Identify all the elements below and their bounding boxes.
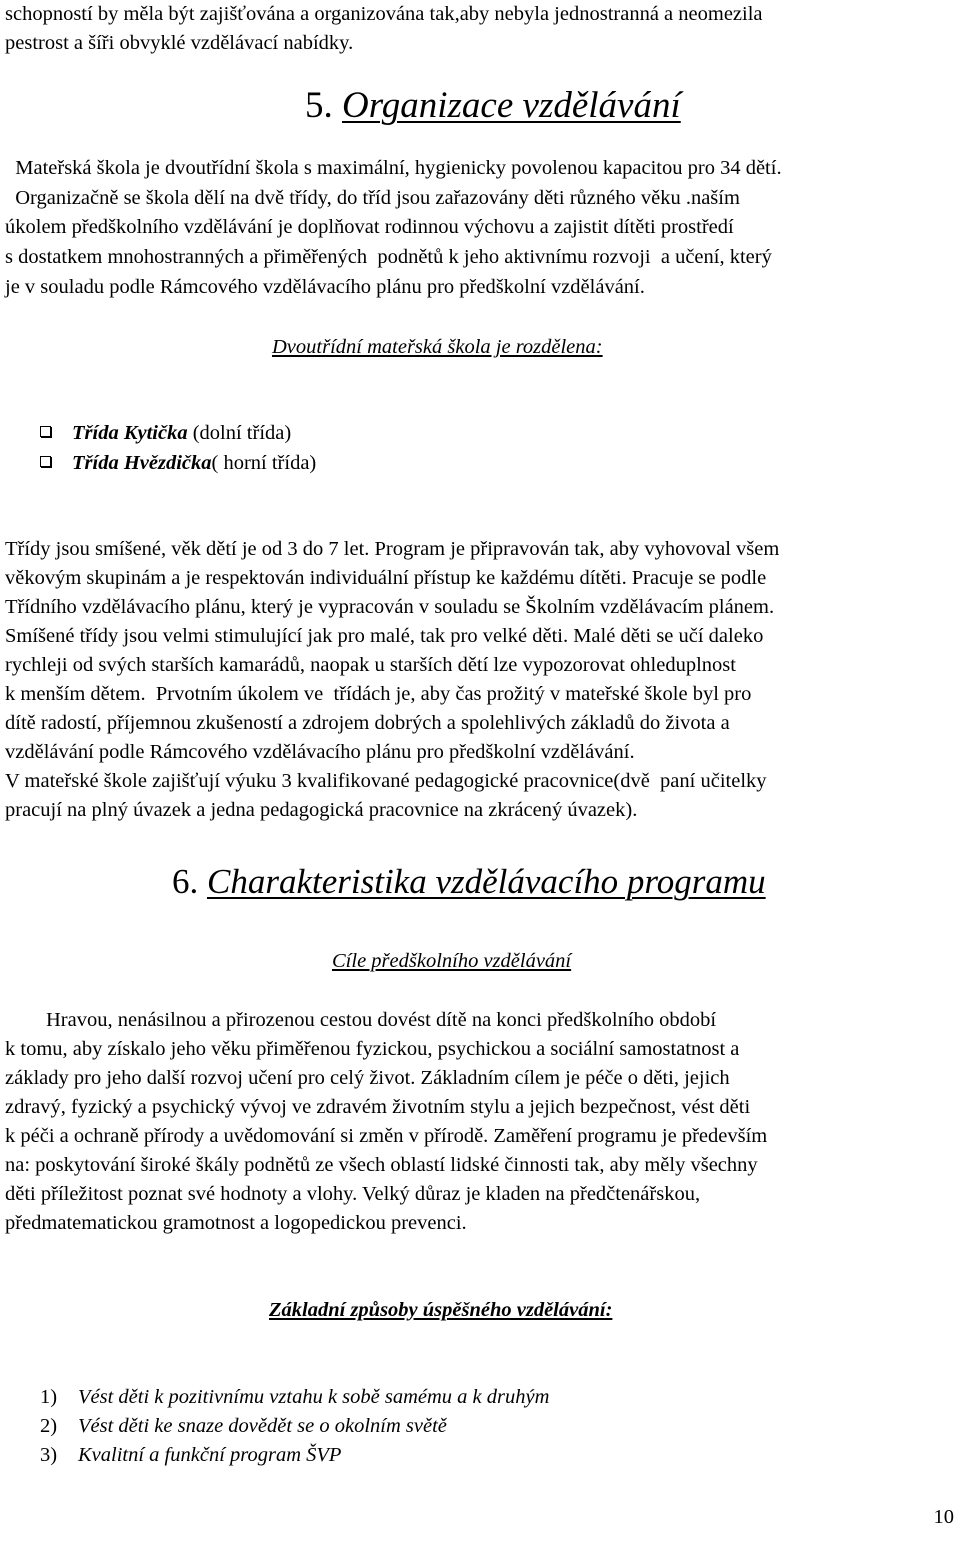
- s6-line-5: k péči a ochraně přírody a uvědomování si změn v přírodě. Zaměření programu je především: [5, 1125, 768, 1147]
- list-number: 1): [40, 1386, 58, 1408]
- s5-body-3: Třídního vzdělávacího plánu, který je vypracován v souladu se Školním vzdělávacím plánem.: [5, 596, 775, 618]
- class-item-1: [40, 419, 291, 448]
- page-number: 10: [933, 1506, 954, 1528]
- checkbox-bullet-icon: [40, 456, 51, 467]
- s5-body-4: Smíšené třídy jsou velmi stimulující jak pro malé, tak pro velké děti. Malé děti se učí daleko: [5, 625, 764, 647]
- class-note: (dolní třída): [187, 422, 292, 444]
- s6-line-3: základy pro jeho další rozvoj učení pro celý život. Základním cílem je péče o děti, jejich: [5, 1067, 730, 1089]
- s5-line-3: úkolem předškolního vzdělávání je doplňovat rodinnou výchovu a zajistit dítěti prostředí: [5, 216, 734, 238]
- s5-line-4: s dostatkem mnohostranných a přiměřených podnětů k jeho aktivnímu rozvoji a učení, který: [5, 246, 772, 268]
- s6-subheading-2: Základní způsoby úspěšného vzdělávání:: [269, 1299, 613, 1321]
- s6-line-8: předmatematickou gramotnost a logopedickou prevenci.: [5, 1212, 467, 1234]
- section-5-number: 5.: [305, 85, 333, 126]
- s5-body-7: dítě radostí, příjemnou zkušeností a zdrojem dobrých a spolehlivých základů do života a: [5, 712, 730, 734]
- s5-body-2: věkovým skupinám a je respektován individuální přístup ke každému dítěti. Pracuje se podle: [5, 567, 767, 589]
- s6-line-4: zdravý, fyzický a psychický vývoj ve zdravém životním stylu a jejich bezpečnost, vést děti: [5, 1096, 751, 1118]
- s5-line-5: je v souladu podle Rámcového vzdělávacího plánu pro předškolní vzdělávání.: [5, 276, 645, 298]
- s6-subheading: Cíle předškolního vzdělávání: [332, 950, 572, 972]
- s5-body-1: Třídy jsou smíšené, věk dětí je od 3 do 7 let. Program je připravován tak, aby vyhovoval všem: [5, 538, 780, 560]
- list-number: 2): [40, 1415, 58, 1437]
- section-6-title: Charakteristika vzdělávacího programu: [207, 862, 766, 901]
- section-6-number: 6.: [172, 862, 199, 901]
- s5-subheading: Dvoutřídní mateřská škola je rozdělena:: [272, 336, 603, 358]
- intro-line-2: pestrost a šíři obvyklé vzdělávací nabídky.: [5, 32, 354, 54]
- s5-body-8: vzdělávání podle Rámcového vzdělávacího plánu pro předškolní vzdělávání.: [5, 741, 635, 763]
- s6-line-6: na: poskytování široké škály podnětů ze všech oblastí lidské činnosti tak, aby měly všechny: [5, 1154, 758, 1176]
- section-5-heading: [305, 84, 681, 128]
- class-name: Třída Kytička: [72, 422, 188, 444]
- list-item-1: [40, 1383, 549, 1412]
- intro-line-1: schopností by měla být zajišťována a organizována tak,aby nebyla jednostranná a neomezila: [5, 3, 763, 25]
- s5-line-2: Organizačně se škola dělí na dvě třídy, do tříd jsou zařazovány děti různého věku .naším: [5, 187, 740, 209]
- class-name: Třída Hvězdička: [72, 452, 212, 474]
- list-item-3: [40, 1441, 341, 1470]
- s5-body-10: pracují na plný úvazek a jedna pedagogická pracovnice na zkrácený úvazek).: [5, 799, 638, 821]
- s5-body-9: V mateřské škole zajišťují výuku 3 kvalifikované pedagogické pracovnice(dvě paní učitelky: [5, 770, 767, 792]
- list-text: Vést děti ke snaze dovědět se o okolním světě: [78, 1415, 447, 1437]
- section-6-heading: [172, 860, 766, 904]
- s6-line-1: Hravou, nenásilnou a přirozenou cestou dovést dítě na konci předškolního období: [5, 1009, 717, 1031]
- list-number: 3): [40, 1444, 58, 1466]
- list-item-2: [40, 1412, 447, 1441]
- checkbox-bullet-icon: [40, 426, 51, 437]
- s5-line-1: Mateřská škola je dvoutřídní škola s maximální, hygienicky povolenou kapacitou pro 34 dětí.: [5, 157, 782, 179]
- list-text: Vést děti k pozitivnímu vztahu k sobě samému a k druhým: [78, 1386, 550, 1408]
- section-5-title: Organizace vzdělávání: [342, 85, 681, 126]
- class-note: ( horní třída): [211, 452, 317, 474]
- s5-body-5: rychleji od svých starších kamarádů, naopak u starších dětí lze vypozorovat ohleduplnost: [5, 654, 736, 676]
- s6-line-2: k tomu, aby získalo jeho věku přiměřenou fyzickou, psychickou a sociální samostatnost a: [5, 1038, 740, 1060]
- class-item-2: [40, 449, 316, 478]
- s5-body-6: k menším dětem. Prvotním úkolem ve třídách je, aby čas prožitý v mateřské škole byl pro: [5, 683, 752, 705]
- s6-line-7: děti příležitost poznat své hodnoty a vlohy. Velký důraz je kladen na předčtenářskou,: [5, 1183, 701, 1205]
- list-text: Kvalitní a funkční program ŠVP: [78, 1444, 342, 1466]
